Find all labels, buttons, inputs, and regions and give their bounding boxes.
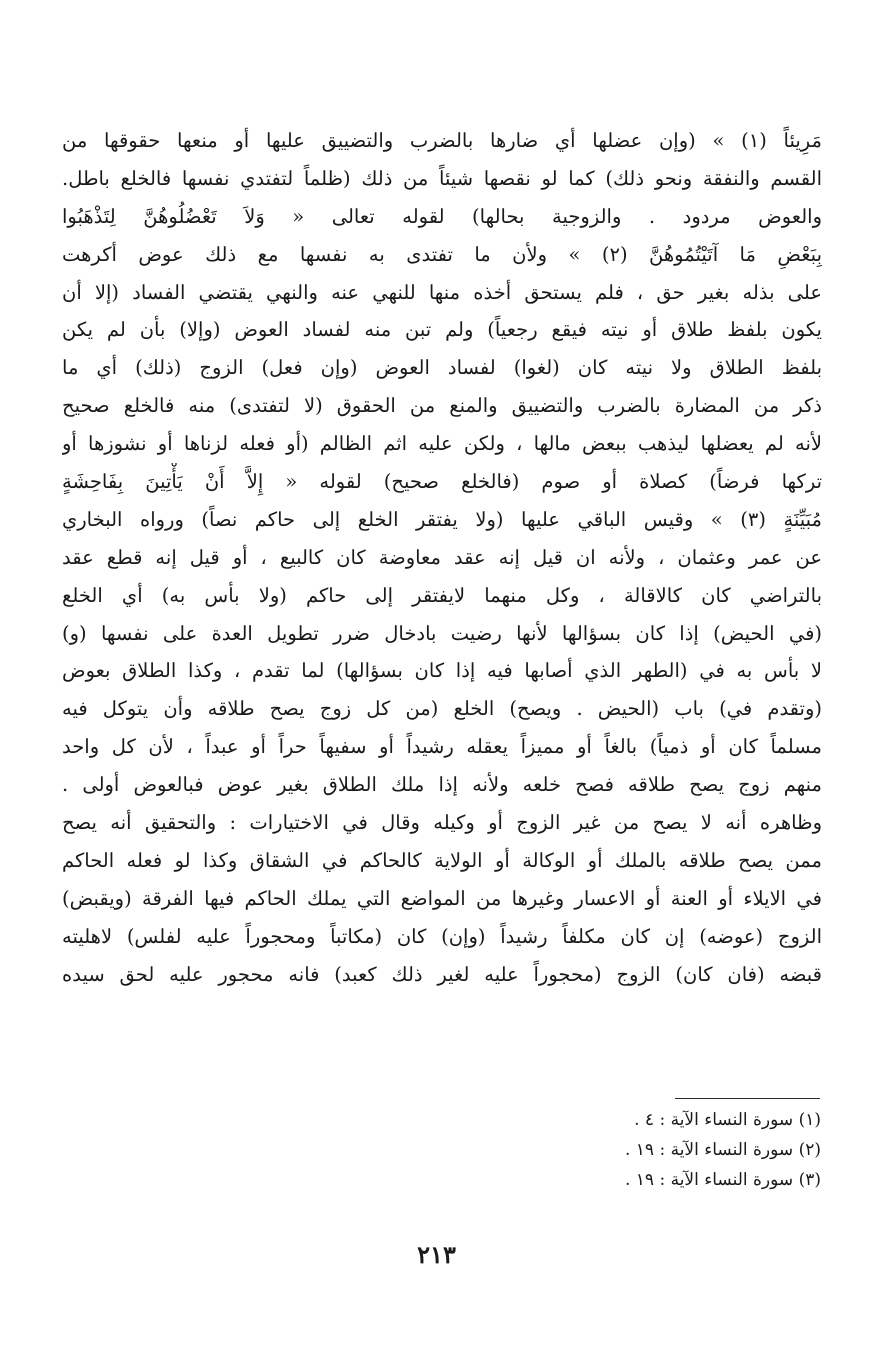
text-line: القسم والنفقة ونحو ذلك) كما لو نقصها شيئاً من ذلك (ظلماً لتفتدي نفسها فالخلع باطل. [62,166,822,190]
main-text-block [62,122,822,993]
footnote: (٢) سورة النساء الآية : ١٩ . [624,1140,821,1160]
text-line: بِبَعْضِ مَا آتَيْتُمُوهُنَّ (٢) » ولأن ما تفتدى به نفسها مع ذلك عوض أكرهت [62,242,822,266]
footnote: (١) سورة النساء الآية : ٤ . [634,1110,821,1130]
text-line: على بذله بغير حق ، فلم يستحق أخذه منها للنهي عنه والنهي يقتضي الفساد (إلا أن [62,280,822,304]
text-line: لأنه لم يعضلها ليذهب ببعض مالها ، ولكن عليه اثم الظالم (أو فعله لزناها أو نشوزها أو [62,432,822,456]
text-line: يكون بلفظ طلاق أو نيته فيقع رجعياً) ولم تبن منه لفساد العوض (وإلا) بأن لم يكن [62,318,822,342]
footnotes-block [421,1105,821,1195]
text-line: تركها فرضاً) كصلاة أو صوم (فالخلع صحيح) لقوله « إِلاَّ أَنْ يَأْتِينَ بِفَاحِشَةٍ [62,470,822,494]
text-line: لا بأس به في (الطهر الذي أصابها فيه إذا كان بسؤالها) لما تقدم ، وكذا الطلاق بعوض [62,659,822,683]
text-line: وظاهره أنه لا يصح من غير الزوج أو وكيله وقال في الاختيارات : والتحقيق أنه يصح [62,811,822,835]
footnote: (٣) سورة النساء الآية : ١٩ . [624,1170,821,1190]
text-line: ممن يصح طلاقه بالملك أو الوكالة أو الولاية كالحاكم في الشقاق وكذا لو فعله الحاكم [62,848,822,872]
text-line: (وتقدم في) باب (الحيض . ويصح) الخلع (من كل زوج يصح طلاقه وأن يتوكل فيه [62,697,822,721]
text-line: بالتراضي كان كالاقالة ، وكل منهما لايفتقر إلى حاكم (ولا بأس به) أي الخلع [62,583,822,607]
text-line: بلفظ الطلاق ولا نيته كان (لغوا) لفساد العوض (وإن فعل) الزوج (ذلك) أي ما [62,356,822,380]
text-line: مسلماً كان أو ذمياً) بالغاً أو مميزاً يعقله رشيداً أو سفيهاً حراً أو عبداً ، لأن كل واحد [62,735,822,759]
text-line: الزوج (عوضه) إن كان مكلفاً رشيداً (وإن) كان (مكاتباً ومحجوراً عليه لفلس) لاهليته [62,924,822,948]
text-line: مَرِيئاً (١) » (وإن عضلها أي ضارها بالضرب والتضييق عليها أو منعها حقوقها من [62,129,822,152]
text-line: ذكر من المضارة بالضرب والتضييق والمنع من الحقوق (لا لتفتدى) منه فالخلع صحيح [62,394,822,418]
text-line: (في الحيض) إذا كان بسؤالها لأنها رضيت بادخال ضرر تطويل العدة على نفسها (و) [62,621,822,645]
text-line: والعوض مردود . والزوجية بحالها) لقوله تعالى « وَلاَ تَعْضُلُوهُنَّ لِتَذْهَبُوا [62,204,822,228]
text-line: عن عمر وعثمان ، ولأنه ان قيل إنه عقد معاوضة كان كالبيع ، أو قيل إنه قطع عقد [62,545,822,569]
text-line: في الايلاء أو العنة أو الاعسار وغيرها من المواضع التي يملك الحاكم فيها الفرقة (ويقبض) [62,886,822,910]
text-line: قبضه (فان كان) الزوج (محجوراً عليه لغير ذلك كعبد) فانه محجور عليه لحق سيده [62,962,822,986]
text-line: منهم زوج يصح طلاقه فصح خلعه ولأنه إذا ملك الطلاق بغير عوض فبالعوض أولى . [62,773,822,797]
page-number: ٢١٣ [417,1240,456,1269]
footnote-divider [675,1098,820,1099]
text-line: مُبَيِّنَةٍ (٣) » وقيس الباقي عليها (ولا يفتقر الخلع إلى حاكم نصاً) ورواه البخاري [62,507,822,531]
